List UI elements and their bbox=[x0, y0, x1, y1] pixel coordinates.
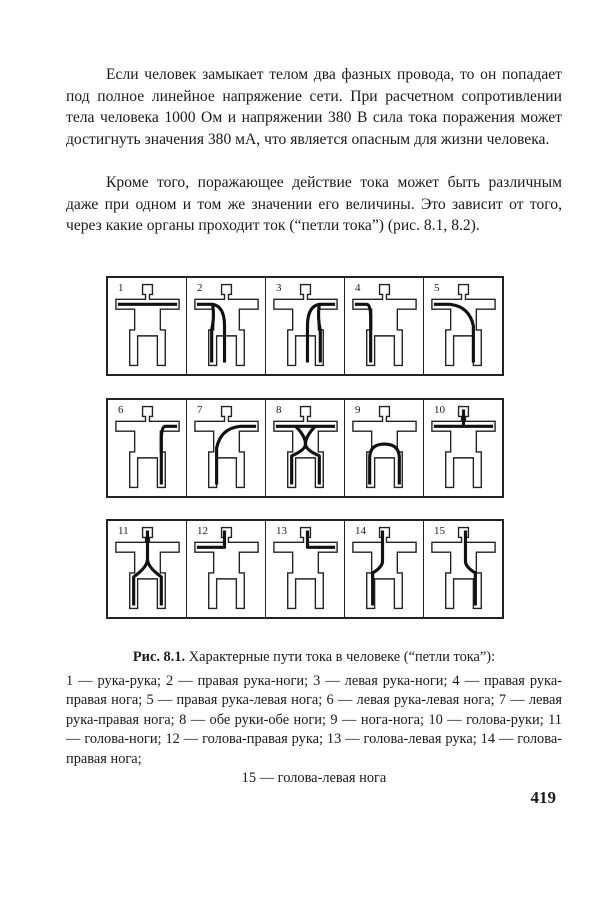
panel-number: 13 bbox=[276, 525, 287, 537]
panel-number: 2 bbox=[197, 282, 203, 294]
panel-number: 1 bbox=[118, 282, 124, 294]
figure-panel bbox=[187, 400, 266, 496]
panel-number: 15 bbox=[434, 525, 445, 537]
figure-row-1 bbox=[106, 276, 504, 376]
caption-list: 1 — рука-рука; 2 — правая рука-ноги; 3 — левая рука-ноги; 4 — правая рука-правая нога; 5 — правая рука-левая нога; 6 — левая рука-левая нога; 7 — левая рука-правая нога; 8 — обе руки-обе ноги; 9 — нога-нога; 10 — голова-руки; 11 — голова-ноги; 12 — голова-правая рука; 13 — голова-левая рука; 14 — голова-правая нога; bbox=[66, 672, 562, 767]
panel-number: 12 bbox=[197, 525, 208, 537]
human-silhouette bbox=[432, 528, 495, 609]
figure-panel bbox=[108, 400, 187, 496]
panel-number: 8 bbox=[276, 404, 282, 416]
panel-number: 5 bbox=[434, 282, 440, 294]
current-path-line bbox=[197, 530, 225, 547]
body-figure-diagram bbox=[266, 521, 344, 617]
caption-heading bbox=[66, 648, 562, 668]
body-figure-diagram bbox=[345, 278, 423, 374]
body-paragraph-1: Если человек замыкает телом два фазных провода, то он попадает под полное линейное напряжение сети. При расчетном сопротивлении тела человека 1000 Ом и напряжении 380 В сила тока поражения может достигнуть значения 380 мА, что является опасным для жизни человека. bbox=[66, 66, 562, 148]
human-silhouette bbox=[195, 285, 258, 366]
figure-panel bbox=[108, 521, 187, 617]
human-silhouette bbox=[353, 285, 416, 366]
panel-number: 14 bbox=[355, 525, 366, 537]
body-figure-diagram bbox=[187, 521, 265, 617]
figure-panel bbox=[266, 400, 345, 496]
human-silhouette bbox=[353, 528, 416, 609]
current-path-line bbox=[147, 559, 161, 605]
caption-label: Рис. 8.1. bbox=[132, 649, 186, 665]
human-silhouette bbox=[195, 407, 258, 488]
human-silhouette bbox=[195, 528, 258, 609]
body-paragraph-2: Кроме того, поражающее действие тока может быть различным даже при одном и том же значении его величины. Это зависит от того, через какие органы проходит ток (“петли тока”) (рис. 8.1, 8.2). bbox=[66, 174, 562, 234]
body-figure-diagram bbox=[424, 521, 502, 617]
figure-caption bbox=[66, 648, 562, 789]
page-number: 419 bbox=[530, 788, 556, 807]
panel-number: 4 bbox=[355, 282, 361, 294]
figure-panel bbox=[345, 400, 424, 496]
figure-row-2 bbox=[106, 398, 504, 498]
figure-panel bbox=[187, 278, 266, 374]
panel-number: 6 bbox=[118, 404, 124, 416]
human-silhouette bbox=[116, 407, 179, 488]
panel-number: 11 bbox=[118, 525, 129, 537]
current-path-line bbox=[355, 304, 371, 362]
current-path-line bbox=[319, 304, 321, 362]
body-figure-diagram bbox=[187, 278, 265, 374]
body-figure-diagram bbox=[108, 400, 186, 496]
body-figure-diagram bbox=[424, 278, 502, 374]
human-silhouette bbox=[432, 285, 495, 366]
current-path-line bbox=[307, 530, 335, 547]
human-silhouette bbox=[274, 285, 337, 366]
human-silhouette bbox=[116, 285, 179, 366]
current-path-line bbox=[305, 426, 319, 484]
human-silhouette bbox=[274, 528, 337, 609]
figure-panel bbox=[187, 521, 266, 617]
figure-panel bbox=[345, 278, 424, 374]
panel-number: 10 bbox=[434, 404, 445, 416]
current-path-line bbox=[161, 426, 177, 484]
figure-row-3 bbox=[106, 519, 504, 619]
current-path-line bbox=[292, 426, 306, 484]
body-figure-diagram bbox=[108, 521, 186, 617]
panel-number: 3 bbox=[276, 282, 282, 294]
body-figure-diagram bbox=[345, 521, 423, 617]
figure-panel bbox=[424, 521, 502, 617]
body-figure-diagram bbox=[187, 400, 265, 496]
figure-panel bbox=[424, 278, 502, 374]
body-figure-diagram bbox=[424, 400, 502, 496]
caption-last-item: 15 — голова-левая нога bbox=[241, 770, 387, 786]
body-figure-diagram bbox=[266, 400, 344, 496]
figure-panel bbox=[108, 278, 187, 374]
panel-number: 7 bbox=[197, 404, 203, 416]
body-figure-diagram bbox=[108, 278, 186, 374]
human-silhouette bbox=[353, 407, 416, 488]
current-path-line bbox=[212, 304, 214, 362]
caption-title: Характерные пути тока в человеке (“петли тока”): bbox=[188, 649, 496, 665]
figure-panel bbox=[266, 278, 345, 374]
panel-number: 9 bbox=[355, 404, 361, 416]
figure-panel bbox=[424, 400, 502, 496]
figure-panel bbox=[345, 521, 424, 617]
body-figure-diagram bbox=[345, 400, 423, 496]
figure-panel bbox=[266, 521, 345, 617]
body-figure-diagram bbox=[266, 278, 344, 374]
